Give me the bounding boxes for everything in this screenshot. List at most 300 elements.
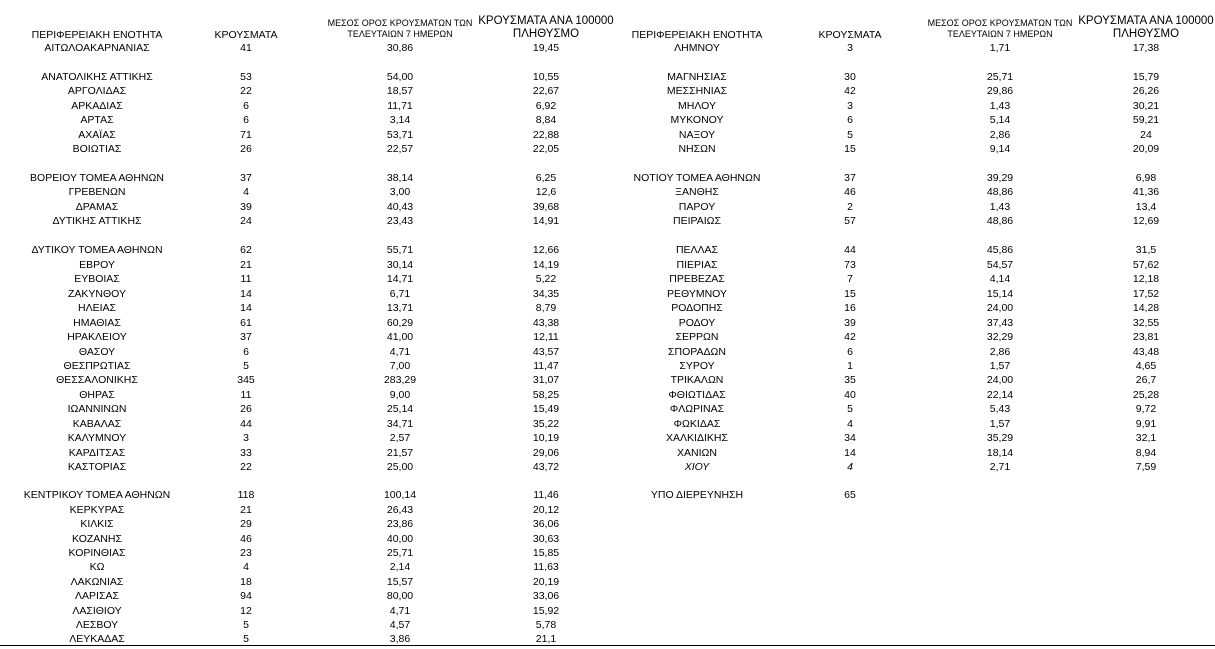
right-header-avg7 [915, 18, 1085, 40]
left-cell-name: ΚΟΖΑΝΗΣ [72, 533, 122, 545]
left-cell-per100k: 35,22 [532, 418, 560, 430]
left-cell-name: ΕΒΡΟΥ [79, 259, 115, 271]
left-table-row [0, 517, 1215, 531]
left-cell-name: ΗΜΑΘΙΑΣ [73, 317, 121, 329]
right-cell-cases: 3 [847, 100, 853, 112]
right-table-row [0, 70, 1215, 84]
left-cell-cases: 61 [240, 317, 252, 329]
left-cell-cases: 5 [243, 619, 249, 631]
left-cell-name: ΑΡΚΑΔΙΑΣ [71, 100, 123, 112]
left-cell-cases: 14 [240, 288, 252, 300]
left-cell-cases: 21 [240, 259, 252, 271]
right-cell-cases: 15 [844, 288, 856, 300]
right-header-per100k-line2: ΠΛΗΘΥΣΜΟ [1112, 28, 1180, 40]
left-table-row [0, 589, 1215, 603]
left-cell-avg7: 7,00 [389, 360, 411, 372]
right-cell-cases: 57 [844, 215, 856, 227]
left-cell-per100k: 12,11 [533, 331, 559, 343]
left-cell-cases: 29 [240, 518, 252, 530]
right-cell-per100k: 9,91 [1135, 418, 1157, 430]
left-cell-cases: 22 [240, 461, 252, 473]
left-cell-cases: 24 [240, 215, 252, 227]
right-cell-cases: 42 [844, 331, 856, 343]
right-table-row [0, 142, 1215, 156]
left-cell-avg7: 283,29 [383, 374, 417, 386]
right-table-row [0, 488, 1215, 502]
left-cell-per100k: 43,72 [532, 461, 560, 473]
left-cell-name: ΒΟΡΕΙΟΥ ΤΟΜΕΑ ΑΘΗΝΩΝ [30, 172, 164, 184]
left-cell-cases: 33 [240, 447, 252, 459]
right-cell-avg7: 18,14 [986, 447, 1014, 459]
right-cell-per100k: 59,21 [1132, 114, 1160, 126]
left-cell-cases: 53 [240, 71, 252, 83]
right-cell-per100k: 41,36 [1132, 186, 1160, 198]
left-cell-cases: 3 [243, 432, 249, 444]
left-header-avg7-line2: ΤΕΛΕΥΤΑΙΩΝ 7 ΗΜΕΡΩΝ [347, 29, 453, 39]
left-cell-per100k: 21,1 [535, 633, 557, 645]
right-cell-cases: 4 [847, 461, 853, 473]
left-cell-cases: 37 [240, 172, 252, 184]
right-cell-avg7: 39,29 [986, 172, 1014, 184]
left-cell-per100k: 39,68 [532, 201, 560, 213]
right-cell-per100k: 26,7 [1135, 374, 1157, 386]
left-cell-avg7: 26,43 [386, 504, 414, 516]
right-cell-name: ΞΑΝΘΗΣ [675, 186, 719, 198]
left-cell-name: ΑΧΑΪΑΣ [78, 129, 116, 141]
right-cell-cases: 5 [847, 129, 853, 141]
right-cell-avg7: 15,14 [986, 288, 1014, 300]
left-cell-cases: 41 [240, 42, 252, 54]
left-cell-cases: 118 [237, 489, 255, 501]
right-cell-name: ΝΑΞΟΥ [678, 129, 716, 141]
left-cell-cases: 46 [240, 533, 252, 545]
left-cell-per100k: 5,78 [535, 619, 557, 631]
left-cell-cases: 6 [243, 346, 249, 358]
right-header-cases: ΚΡΟΥΣΜΑΤΑ [818, 29, 882, 41]
left-table-row [0, 560, 1215, 574]
left-table-row [0, 604, 1215, 618]
left-cell-name: ΘΕΣΠΡΩΤΙΑΣ [63, 360, 131, 372]
left-cell-per100k: 43,38 [532, 317, 560, 329]
left-cell-avg7: 60,29 [386, 317, 414, 329]
left-cell-avg7: 38,14 [386, 172, 414, 184]
left-cell-per100k: 22,05 [532, 143, 560, 155]
left-cell-cases: 6 [243, 114, 249, 126]
left-cell-name: ΗΡΑΚΛΕΙΟΥ [67, 331, 127, 343]
right-cell-avg7: 9,14 [989, 143, 1011, 155]
left-cell-avg7: 80,00 [386, 590, 414, 602]
right-cell-avg7: 4,14 [989, 273, 1011, 285]
right-cell-per100k: 7,59 [1135, 461, 1157, 473]
left-cell-cases: 39 [240, 201, 252, 213]
left-cell-cases: 26 [240, 403, 252, 415]
left-cell-per100k: 11,63 [533, 561, 559, 573]
left-cell-per100k: 34,35 [532, 288, 560, 300]
right-cell-per100k: 30,21 [1132, 100, 1160, 112]
left-cell-per100k: 12,66 [532, 244, 560, 256]
left-cell-per100k: 8,84 [535, 114, 557, 126]
left-header-cases: ΚΡΟΥΣΜΑΤΑ [214, 29, 278, 41]
left-cell-cases: 94 [240, 590, 252, 602]
right-cell-name: ΣΠΟΡΑΔΩΝ [668, 346, 726, 358]
right-cell-cases: 14 [844, 447, 856, 459]
right-header-region: ΠΕΡΙΦΕΡΕΙΑΚΗ ΕΝΟΤΗΤΑ [631, 29, 763, 41]
left-header-avg7-line1: ΜΕΣΟΣ ΟΡΟΣ ΚΡΟΥΣΜΑΤΩΝ ΤΩΝ [327, 18, 473, 28]
left-cell-cases: 37 [240, 331, 252, 343]
left-cell-name: ΚΑΛΥΜΝΟΥ [67, 432, 127, 444]
left-cell-name: ΗΛΕΙΑΣ [77, 302, 116, 314]
right-cell-avg7: 32,29 [986, 331, 1014, 343]
right-table-row [0, 214, 1215, 228]
right-cell-name: ΧΑΝΙΩΝ [677, 447, 717, 459]
right-table-row [0, 171, 1215, 185]
left-cell-avg7: 22,57 [386, 143, 414, 155]
left-cell-cases: 62 [240, 244, 252, 256]
left-cell-cases: 5 [243, 633, 249, 645]
left-cell-cases: 5 [243, 360, 249, 372]
left-cell-cases: 22 [240, 85, 252, 97]
left-cell-name: ΖΑΚΥΝΘΟΥ [67, 288, 126, 300]
left-cell-per100k: 20,19 [532, 576, 560, 588]
right-cell-avg7: 1,57 [989, 418, 1011, 430]
right-cell-cases: 4 [847, 418, 853, 430]
right-table-row [0, 402, 1215, 416]
right-table-row [0, 287, 1215, 301]
right-table-row [0, 446, 1215, 460]
left-cell-name: ΔΥΤΙΚΟΥ ΤΟΜΕΑ ΑΘΗΝΩΝ [31, 244, 163, 256]
left-cell-avg7: 15,57 [386, 576, 414, 588]
left-cell-name: ΑΙΤΩΛΟΑΚΑΡΝΑΝΙΑΣ [44, 42, 150, 54]
left-header-per100k [470, 15, 622, 41]
right-cell-name: ΣΥΡΟΥ [679, 360, 715, 372]
left-cell-avg7: 21,57 [386, 447, 414, 459]
right-table-row [0, 373, 1215, 387]
left-cell-name: ΔΡΑΜΑΣ [75, 201, 119, 213]
right-cell-name: ΠΡΕΒΕΖΑΣ [669, 273, 725, 285]
right-cell-name: ΧΙΟΥ [684, 461, 710, 473]
right-cell-avg7: 1,71 [989, 42, 1011, 54]
left-cell-per100k: 14,91 [532, 215, 560, 227]
left-cell-avg7: 40,43 [386, 201, 414, 213]
right-cell-name: ΦΩΚΙΔΑΣ [673, 418, 721, 430]
left-cell-avg7: 55,71 [386, 244, 414, 256]
right-cell-name: ΛΗΜΝΟΥ [674, 42, 720, 54]
left-cell-per100k: 30,63 [532, 533, 560, 545]
right-cell-avg7: 29,86 [986, 85, 1014, 97]
left-cell-per100k: 6,25 [535, 172, 557, 184]
right-cell-avg7: 48,86 [986, 186, 1014, 198]
left-cell-name: ΓΡΕΒΕΝΩΝ [68, 186, 126, 198]
left-cell-cases: 14 [240, 302, 252, 314]
left-cell-avg7: 4,71 [389, 346, 411, 358]
right-cell-name: ΤΡΙΚΑΛΩΝ [670, 374, 724, 386]
right-cell-avg7: 24,00 [986, 374, 1014, 386]
left-cell-per100k: 15,85 [532, 547, 560, 559]
left-cell-name: ΚΩ [89, 561, 105, 573]
left-cell-cases: 71 [240, 129, 252, 141]
right-cell-name: ΝΗΣΩΝ [678, 143, 716, 155]
left-cell-per100k: 10,19 [532, 432, 560, 444]
left-header-avg7 [315, 18, 485, 40]
right-cell-cases: 30 [844, 71, 856, 83]
right-cell-cases: 5 [847, 403, 853, 415]
right-table-row [0, 417, 1215, 431]
right-cell-name: ΜΑΓΝΗΣΙΑΣ [667, 71, 727, 83]
right-cell-avg7: 54,57 [986, 259, 1014, 271]
left-cell-name: ΕΥΒΟΙΑΣ [74, 273, 120, 285]
right-cell-cases: 46 [844, 186, 856, 198]
left-cell-avg7: 25,14 [386, 403, 414, 415]
right-table-row [0, 388, 1215, 402]
left-cell-name: ΛΑΡΙΣΑΣ [75, 590, 119, 602]
left-cell-avg7: 3,14 [389, 114, 411, 126]
right-cell-per100k: 8,94 [1135, 447, 1157, 459]
left-cell-avg7: 4,71 [389, 605, 411, 617]
left-cell-per100k: 15,92 [532, 605, 560, 617]
left-cell-name: ΘΗΡΑΣ [79, 389, 115, 401]
right-table-row [0, 359, 1215, 373]
right-cell-avg7: 48,86 [986, 215, 1014, 227]
right-header-avg7-line1: ΜΕΣΟΣ ΟΡΟΣ ΚΡΟΥΣΜΑΤΩΝ ΤΩΝ [927, 18, 1073, 28]
left-cell-name: ΚΕΝΤΡΙΚΟΥ ΤΟΜΕΑ ΑΘΗΝΩΝ [23, 489, 171, 501]
right-cell-avg7: 2,71 [989, 461, 1011, 473]
right-cell-per100k: 43,48 [1132, 346, 1160, 358]
left-cell-avg7: 34,71 [386, 418, 414, 430]
right-cell-per100k: 32,55 [1132, 317, 1160, 329]
right-cell-per100k: 25,28 [1132, 389, 1160, 401]
left-cell-per100k: 14,19 [532, 259, 560, 271]
right-table-row [0, 200, 1215, 214]
right-cell-per100k: 15,79 [1132, 71, 1160, 83]
right-cell-avg7: 45,86 [986, 244, 1014, 256]
right-table-row [0, 272, 1215, 286]
left-cell-avg7: 25,00 [386, 461, 414, 473]
left-cell-cases: 12 [240, 605, 252, 617]
right-header-avg7-line2: ΤΕΛΕΥΤΑΙΩΝ 7 ΗΜΕΡΩΝ [947, 29, 1053, 39]
left-cell-name: ΑΡΤΑΣ [80, 114, 114, 126]
right-cell-name: ΝΟΤΙΟΥ ΤΟΜΕΑ ΑΘΗΝΩΝ [633, 172, 761, 184]
right-table-row [0, 330, 1215, 344]
left-cell-name: ΚΙΛΚΙΣ [80, 518, 114, 530]
left-table-row [0, 546, 1215, 560]
right-cell-per100k: 14,28 [1132, 302, 1160, 314]
right-table-row [0, 113, 1215, 127]
right-cell-cases: 40 [844, 389, 856, 401]
left-cell-avg7: 40,00 [386, 533, 414, 545]
left-cell-avg7: 2,14 [389, 561, 411, 573]
left-cell-cases: 11 [240, 389, 252, 401]
right-cell-cases: 16 [844, 302, 856, 314]
left-table-row [0, 575, 1215, 589]
left-cell-avg7: 30,86 [386, 42, 414, 54]
right-cell-per100k: 6,98 [1135, 172, 1157, 184]
left-cell-name: ΛΑΚΩΝΙΑΣ [70, 576, 124, 588]
left-cell-per100k: 20,12 [532, 504, 560, 516]
left-cell-avg7: 2,57 [389, 432, 411, 444]
right-cell-cases: 39 [844, 317, 856, 329]
right-cell-avg7: 5,14 [989, 114, 1011, 126]
right-cell-avg7: 24,00 [986, 302, 1014, 314]
left-cell-avg7: 100,14 [383, 489, 417, 501]
right-cell-cases: 3 [847, 42, 853, 54]
left-cell-name: ΚΑΣΤΟΡΙΑΣ [67, 461, 127, 473]
right-cell-name: ΜΗΛΟΥ [678, 100, 716, 112]
left-cell-avg7: 3,86 [389, 633, 411, 645]
right-cell-per100k: 9,72 [1135, 403, 1157, 415]
left-cell-avg7: 23,86 [386, 518, 414, 530]
left-cell-avg7: 23,43 [386, 215, 414, 227]
left-cell-per100k: 31,07 [532, 374, 560, 386]
right-cell-per100k: 32,1 [1135, 432, 1157, 444]
bottom-border-line [0, 645, 1215, 646]
left-cell-name: ΚΑΒΑΛΑΣ [72, 418, 122, 430]
right-cell-avg7: 1,57 [989, 360, 1011, 372]
right-cell-avg7: 37,43 [986, 317, 1014, 329]
right-cell-avg7: 1,43 [989, 100, 1011, 112]
right-table-row [0, 84, 1215, 98]
right-header-per100k-line1: ΚΡΟΥΣΜΑΤΑ ΑΝΑ 100000 [1078, 15, 1214, 27]
left-cell-name: ΑΝΑΤΟΛΙΚΗΣ ΑΤΤΙΚΗΣ [41, 71, 153, 83]
right-cell-per100k: 20,09 [1132, 143, 1160, 155]
left-cell-avg7: 54,00 [386, 71, 414, 83]
right-cell-per100k: 26,26 [1132, 85, 1160, 97]
left-table-row [0, 632, 1215, 646]
left-cell-per100k: 36,06 [532, 518, 560, 530]
left-cell-avg7: 41,00 [386, 331, 414, 343]
left-cell-avg7: 6,71 [389, 288, 411, 300]
right-cell-avg7: 5,43 [989, 403, 1011, 415]
right-header-per100k [1070, 15, 1215, 41]
right-cell-per100k: 12,18 [1132, 273, 1160, 285]
left-cell-name: ΘΑΣΟΥ [78, 346, 116, 358]
right-cell-per100k: 17,38 [1132, 42, 1160, 54]
right-cell-cases: 37 [844, 172, 856, 184]
left-cell-avg7: 4,57 [389, 619, 411, 631]
right-cell-per100k: 13,4 [1135, 201, 1157, 213]
left-cell-name: ΒΟΙΩΤΙΑΣ [72, 143, 122, 155]
right-cell-cases: 73 [844, 259, 856, 271]
right-cell-per100k: 12,69 [1132, 215, 1160, 227]
right-cell-avg7: 1,43 [989, 201, 1011, 213]
left-cell-per100k: 22,88 [532, 129, 560, 141]
left-cell-per100k: 15,49 [532, 403, 560, 415]
left-cell-avg7: 9,00 [389, 389, 411, 401]
right-cell-name: ΣΕΡΡΩΝ [675, 331, 719, 343]
right-cell-name: ΠΕΛΛΑΣ [675, 244, 719, 256]
left-cell-avg7: 11,71 [387, 100, 413, 112]
right-cell-cases: 65 [844, 489, 856, 501]
right-cell-name: ΠΙΕΡΙΑΣ [676, 259, 718, 271]
left-cell-cases: 26 [240, 143, 252, 155]
left-cell-name: ΔΥΤΙΚΗΣ ΑΤΤΙΚΗΣ [52, 215, 142, 227]
left-cell-per100k: 11,46 [533, 489, 559, 501]
left-cell-avg7: 30,14 [386, 259, 414, 271]
left-header-region: ΠΕΡΙΦΕΡΕΙΑΚΗ ΕΝΟΤΗΤΑ [31, 29, 163, 41]
left-header-per100k-line2: ΠΛΗΘΥΣΜΟ [512, 28, 580, 40]
right-table-row [0, 258, 1215, 272]
right-cell-per100k: 4,65 [1135, 360, 1157, 372]
left-cell-per100k: 22,67 [532, 85, 560, 97]
right-table-row [0, 99, 1215, 113]
right-cell-per100k: 31,5 [1135, 244, 1157, 256]
right-cell-name: ΦΘΙΩΤΙΔΑΣ [668, 389, 726, 401]
right-table-row [0, 41, 1215, 55]
left-cell-avg7: 18,57 [386, 85, 414, 97]
right-cell-cases: 44 [844, 244, 856, 256]
left-cell-name: ΙΩΑΝΝΙΝΩΝ [67, 403, 127, 415]
left-cell-name: ΚΑΡΔΙΤΣΑΣ [68, 447, 126, 459]
left-cell-per100k: 58,25 [532, 389, 560, 401]
left-cell-cases: 4 [243, 186, 249, 198]
right-cell-name: ΠΕΙΡΑΙΩΣ [673, 215, 721, 227]
right-table-row [0, 128, 1215, 142]
left-cell-avg7: 25,71 [386, 547, 414, 559]
right-cell-cases: 2 [847, 201, 853, 213]
left-cell-per100k: 11,47 [533, 360, 559, 372]
left-table-row [0, 503, 1215, 517]
left-cell-name: ΚΕΡΚΥΡΑΣ [69, 504, 125, 516]
right-cell-avg7: 2,86 [989, 129, 1011, 141]
right-cell-avg7: 2,86 [989, 346, 1011, 358]
right-cell-cases: 15 [844, 143, 856, 155]
left-cell-per100k: 12,6 [535, 186, 557, 198]
right-cell-avg7: 35,29 [986, 432, 1014, 444]
right-table-row [0, 460, 1215, 474]
left-cell-avg7: 13,71 [386, 302, 414, 314]
right-cell-name: ΥΠΟ ΔΙΕΡΕΥΝΗΣΗ [650, 489, 744, 501]
right-cell-per100k: 23,81 [1132, 331, 1160, 343]
right-cell-avg7: 22,14 [986, 389, 1014, 401]
left-cell-cases: 18 [240, 576, 252, 588]
right-cell-name: ΜΥΚΟΝΟΥ [670, 114, 724, 126]
left-cell-per100k: 8,79 [535, 302, 557, 314]
right-table-row [0, 431, 1215, 445]
left-cell-avg7: 14,71 [386, 273, 414, 285]
right-cell-name: ΠΑΡΟΥ [678, 201, 716, 213]
right-cell-cases: 1 [847, 360, 853, 372]
left-cell-name: ΘΕΣΣΑΛΟΝΙΚΗΣ [56, 374, 138, 386]
right-cell-per100k: 57,62 [1132, 259, 1160, 271]
right-cell-cases: 42 [844, 85, 856, 97]
right-cell-cases: 35 [844, 374, 856, 386]
right-cell-name: ΡΟΔΟΠΗΣ [671, 302, 723, 314]
right-table-row [0, 345, 1215, 359]
right-cell-name: ΡΕΘΥΜΝΟΥ [666, 288, 727, 300]
left-cell-cases: 21 [240, 504, 252, 516]
right-cell-avg7: 25,71 [986, 71, 1014, 83]
left-cell-per100k: 5,22 [535, 273, 557, 285]
right-table-row [0, 301, 1215, 315]
right-cell-per100k: 17,52 [1132, 288, 1160, 300]
right-cell-name: ΜΕΣΣΗΝΙΑΣ [666, 85, 728, 97]
left-cell-cases: 23 [240, 547, 252, 559]
right-cell-cases: 6 [847, 346, 853, 358]
left-cell-name: ΛΑΣΙΘΙΟΥ [72, 605, 122, 617]
left-cell-name: ΛΕΣΒΟΥ [75, 619, 119, 631]
left-cell-name: ΑΡΓΟΛΙΔΑΣ [67, 85, 127, 97]
left-cell-per100k: 43,57 [532, 346, 560, 358]
right-table-row [0, 316, 1215, 330]
left-cell-per100k: 19,45 [532, 42, 560, 54]
right-cell-name: ΦΛΩΡΙΝΑΣ [669, 403, 725, 415]
left-cell-per100k: 33,06 [532, 590, 560, 602]
left-table-row [0, 618, 1215, 632]
left-cell-cases: 11 [240, 273, 252, 285]
left-cell-per100k: 6,92 [535, 100, 557, 112]
right-cell-cases: 6 [847, 114, 853, 126]
right-cell-cases: 7 [847, 273, 853, 285]
right-cell-name: ΧΑΛΚΙΔΙΚΗΣ [666, 432, 728, 444]
